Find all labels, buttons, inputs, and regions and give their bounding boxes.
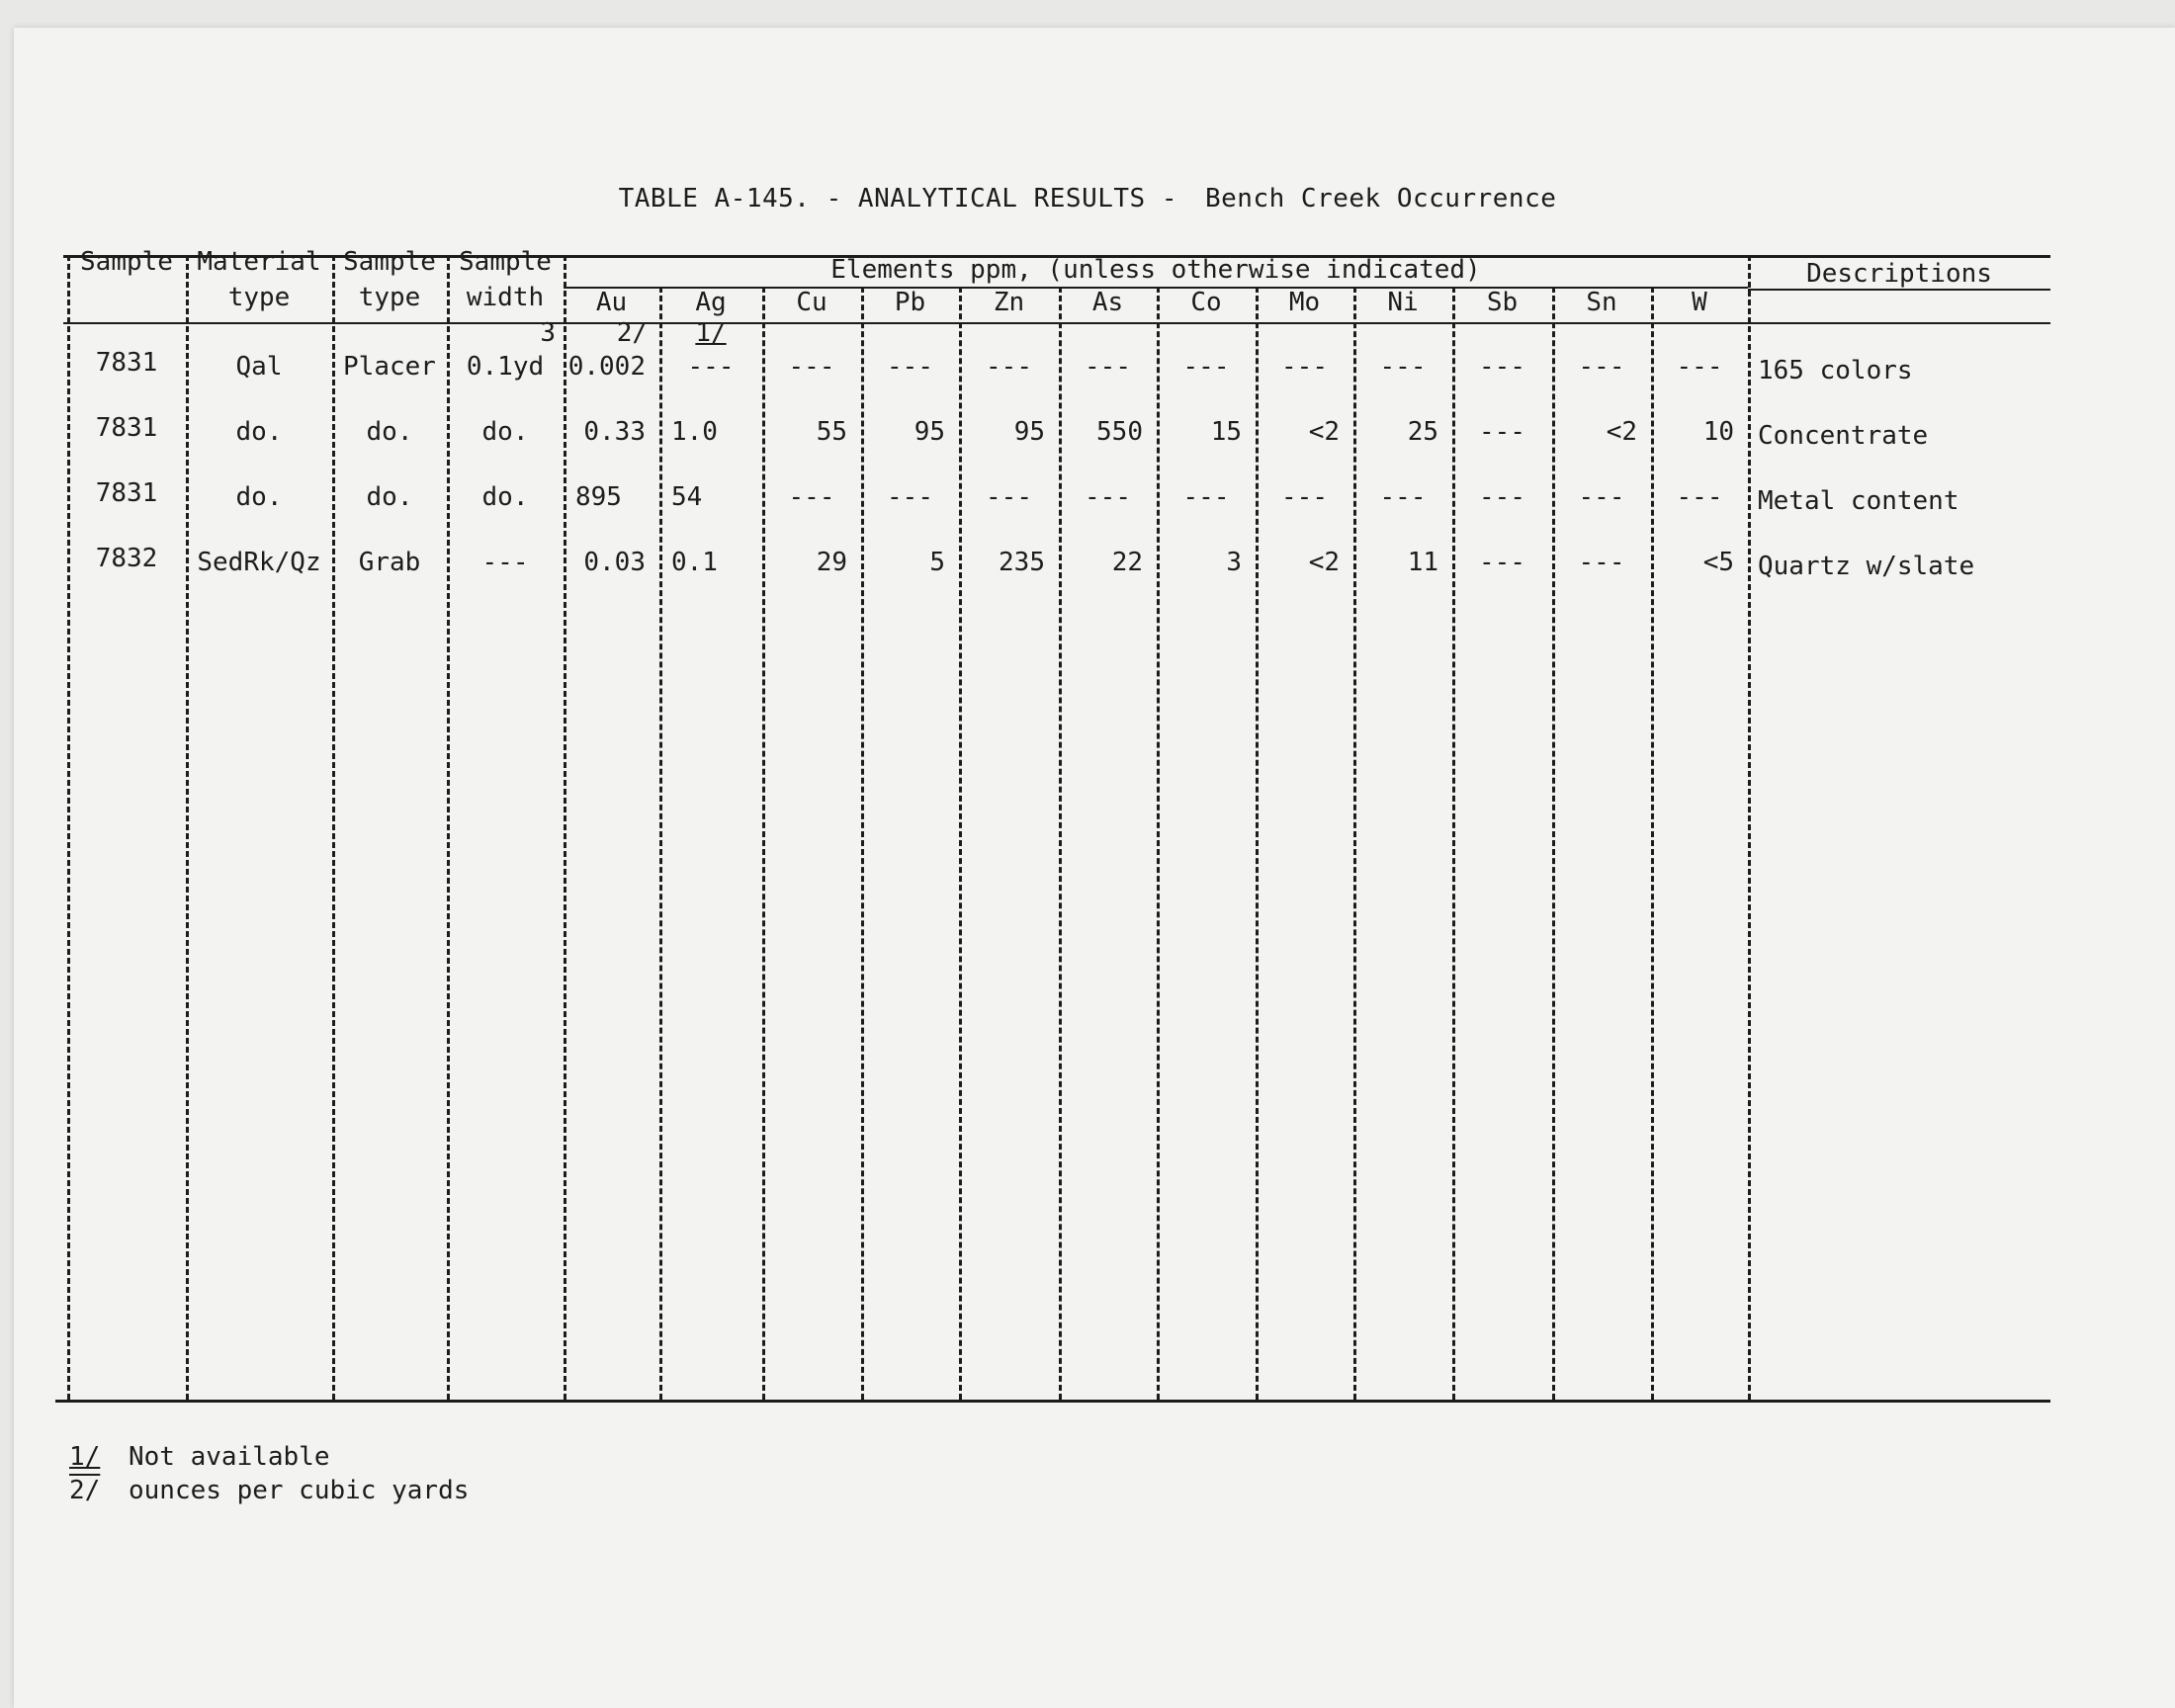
header-sample: Sample — [80, 247, 173, 277]
cell-sample-width: do. — [481, 482, 529, 512]
cell-value: --- — [1479, 548, 1525, 577]
header-element: Au — [595, 288, 628, 317]
cell-description: 165 colors — [1758, 356, 1913, 385]
cell-value: 10 — [1702, 417, 1734, 447]
header-element: Pb — [894, 288, 926, 317]
header-material: type — [227, 283, 291, 312]
header-element: Ag — [695, 288, 727, 317]
header-material: Material — [197, 247, 321, 277]
table-title-main: TABLE A-145. - ANALYTICAL RESULTS - — [618, 184, 1177, 214]
cell-value: --- — [1379, 482, 1427, 512]
column-divider — [1552, 287, 1555, 1400]
header-descriptions: Descriptions — [1806, 259, 1992, 289]
column-divider — [659, 287, 662, 1400]
cell-value: --- — [1479, 482, 1525, 512]
cell-value: 0.002 — [567, 352, 646, 382]
cell-value: --- — [1578, 548, 1625, 577]
cell-material: do. — [235, 417, 283, 447]
cell-value: --- — [1578, 482, 1625, 512]
cell-sample-width: do. — [481, 417, 529, 447]
header-element: Zn — [993, 288, 1025, 317]
header-element: Ni — [1387, 288, 1419, 317]
header-elements-group: Elements ppm, (unless otherwise indicated) — [830, 255, 1481, 285]
column-divider — [762, 287, 765, 1400]
column-divider — [1651, 287, 1654, 1400]
footnote-mark: 1/ — [69, 1442, 101, 1472]
cell-value: <2 — [1606, 417, 1637, 447]
cell-sample: 7831 — [95, 478, 158, 508]
table-bottom-rule — [55, 1400, 2050, 1403]
header-element: W — [1692, 288, 1707, 317]
cell-value: 95 — [914, 417, 945, 447]
table-title-sub: Bench Creek Occurrence — [1205, 184, 1557, 214]
header-sample-width: width — [466, 283, 545, 312]
cell-value: 25 — [1407, 417, 1438, 447]
column-divider — [1256, 287, 1259, 1400]
cell-material: SedRk/Qz — [197, 548, 321, 577]
cell-value: --- — [1182, 352, 1230, 382]
header-element: As — [1091, 288, 1124, 317]
footnote-mark: 2/ — [69, 1476, 101, 1505]
footnote-2 — [69, 1475, 469, 1506]
cell-value: 29 — [816, 548, 847, 577]
header-sample-type: Sample — [343, 247, 436, 277]
cell-value: --- — [1281, 352, 1328, 382]
cell-value: 5 — [929, 548, 945, 577]
footnote-1 — [69, 1441, 330, 1473]
header-element: Cu — [796, 288, 827, 317]
footnote-ref: 1/ — [695, 318, 727, 348]
cell-value: --- — [1379, 352, 1427, 382]
cell-value: --- — [986, 482, 1032, 512]
column-divider — [1452, 287, 1455, 1400]
cell-value: 0.03 — [583, 548, 646, 577]
column-divider — [959, 287, 962, 1400]
cell-value: --- — [1085, 352, 1131, 382]
cell-material: Qal — [235, 352, 283, 382]
cell-value: --- — [986, 352, 1032, 382]
cell-description: Metal content — [1758, 486, 1959, 516]
cell-value: 0.33 — [583, 417, 646, 447]
cell-value: --- — [1085, 482, 1131, 512]
cell-sample: 7831 — [95, 413, 158, 443]
header-element: Mo — [1288, 288, 1321, 317]
header-element: Sn — [1586, 288, 1617, 317]
header-bottom-rule — [63, 322, 2050, 324]
cell-sample-type: Grab — [358, 548, 421, 577]
cell-value: 895 — [575, 482, 622, 512]
cell-value: --- — [1676, 482, 1723, 512]
footnote-ref: 2/ — [616, 318, 648, 348]
footnote-text: Not available — [129, 1442, 330, 1472]
cell-value: <2 — [1308, 417, 1340, 447]
cell-value: <2 — [1308, 548, 1340, 577]
cell-value: 11 — [1407, 548, 1438, 577]
cell-material: do. — [235, 482, 283, 512]
column-divider — [861, 287, 864, 1400]
column-divider — [1748, 255, 1751, 1400]
column-divider — [1353, 287, 1356, 1400]
cell-sample-type: do. — [366, 417, 413, 447]
header-element: Co — [1190, 288, 1222, 317]
cell-value: 55 — [816, 417, 847, 447]
cell-sample: 7831 — [95, 348, 158, 378]
header-sample-width: Sample — [459, 247, 552, 277]
cell-value: --- — [1479, 417, 1525, 447]
header-sample-type: type — [358, 283, 421, 312]
cell-value: --- — [1578, 352, 1625, 382]
cell-value: --- — [687, 352, 735, 382]
cell-value: --- — [1479, 352, 1525, 382]
column-divider — [1157, 287, 1160, 1400]
cell-value: --- — [788, 352, 835, 382]
footnote-text: ounces per cubic yards — [129, 1476, 470, 1505]
column-divider — [1059, 287, 1062, 1400]
cell-sample-width: --- — [481, 548, 529, 577]
cell-value: 22 — [1111, 548, 1143, 577]
cell-value: --- — [1182, 482, 1230, 512]
cell-sample-width: 0.1yd — [466, 352, 545, 382]
cell-value: 15 — [1210, 417, 1242, 447]
cell-sample-type: do. — [366, 482, 413, 512]
cell-sample-type: Placer — [343, 352, 436, 382]
cell-value: --- — [788, 482, 835, 512]
cell-value: --- — [887, 482, 933, 512]
cell-value: 54 — [671, 482, 703, 512]
cell-value: --- — [1676, 352, 1723, 382]
cell-value: 0.1 — [671, 548, 718, 577]
cell-value: <5 — [1702, 548, 1734, 577]
cell-value: 550 — [1096, 417, 1143, 447]
cell-description: Concentrate — [1758, 421, 1929, 451]
cell-value: 1.0 — [671, 417, 718, 447]
cell-value: --- — [1281, 482, 1328, 512]
header-element: Sb — [1486, 288, 1519, 317]
cell-value: --- — [887, 352, 933, 382]
cell-value: 95 — [1013, 417, 1045, 447]
cell-value: 3 — [1226, 548, 1242, 577]
descriptions-header-rule — [1748, 289, 2050, 291]
footnote-ref: 3 — [540, 318, 556, 348]
cell-description: Quartz w/slate — [1758, 552, 1975, 581]
table-title — [0, 184, 2175, 214]
cell-value: 235 — [999, 548, 1045, 577]
cell-sample: 7832 — [95, 544, 158, 573]
